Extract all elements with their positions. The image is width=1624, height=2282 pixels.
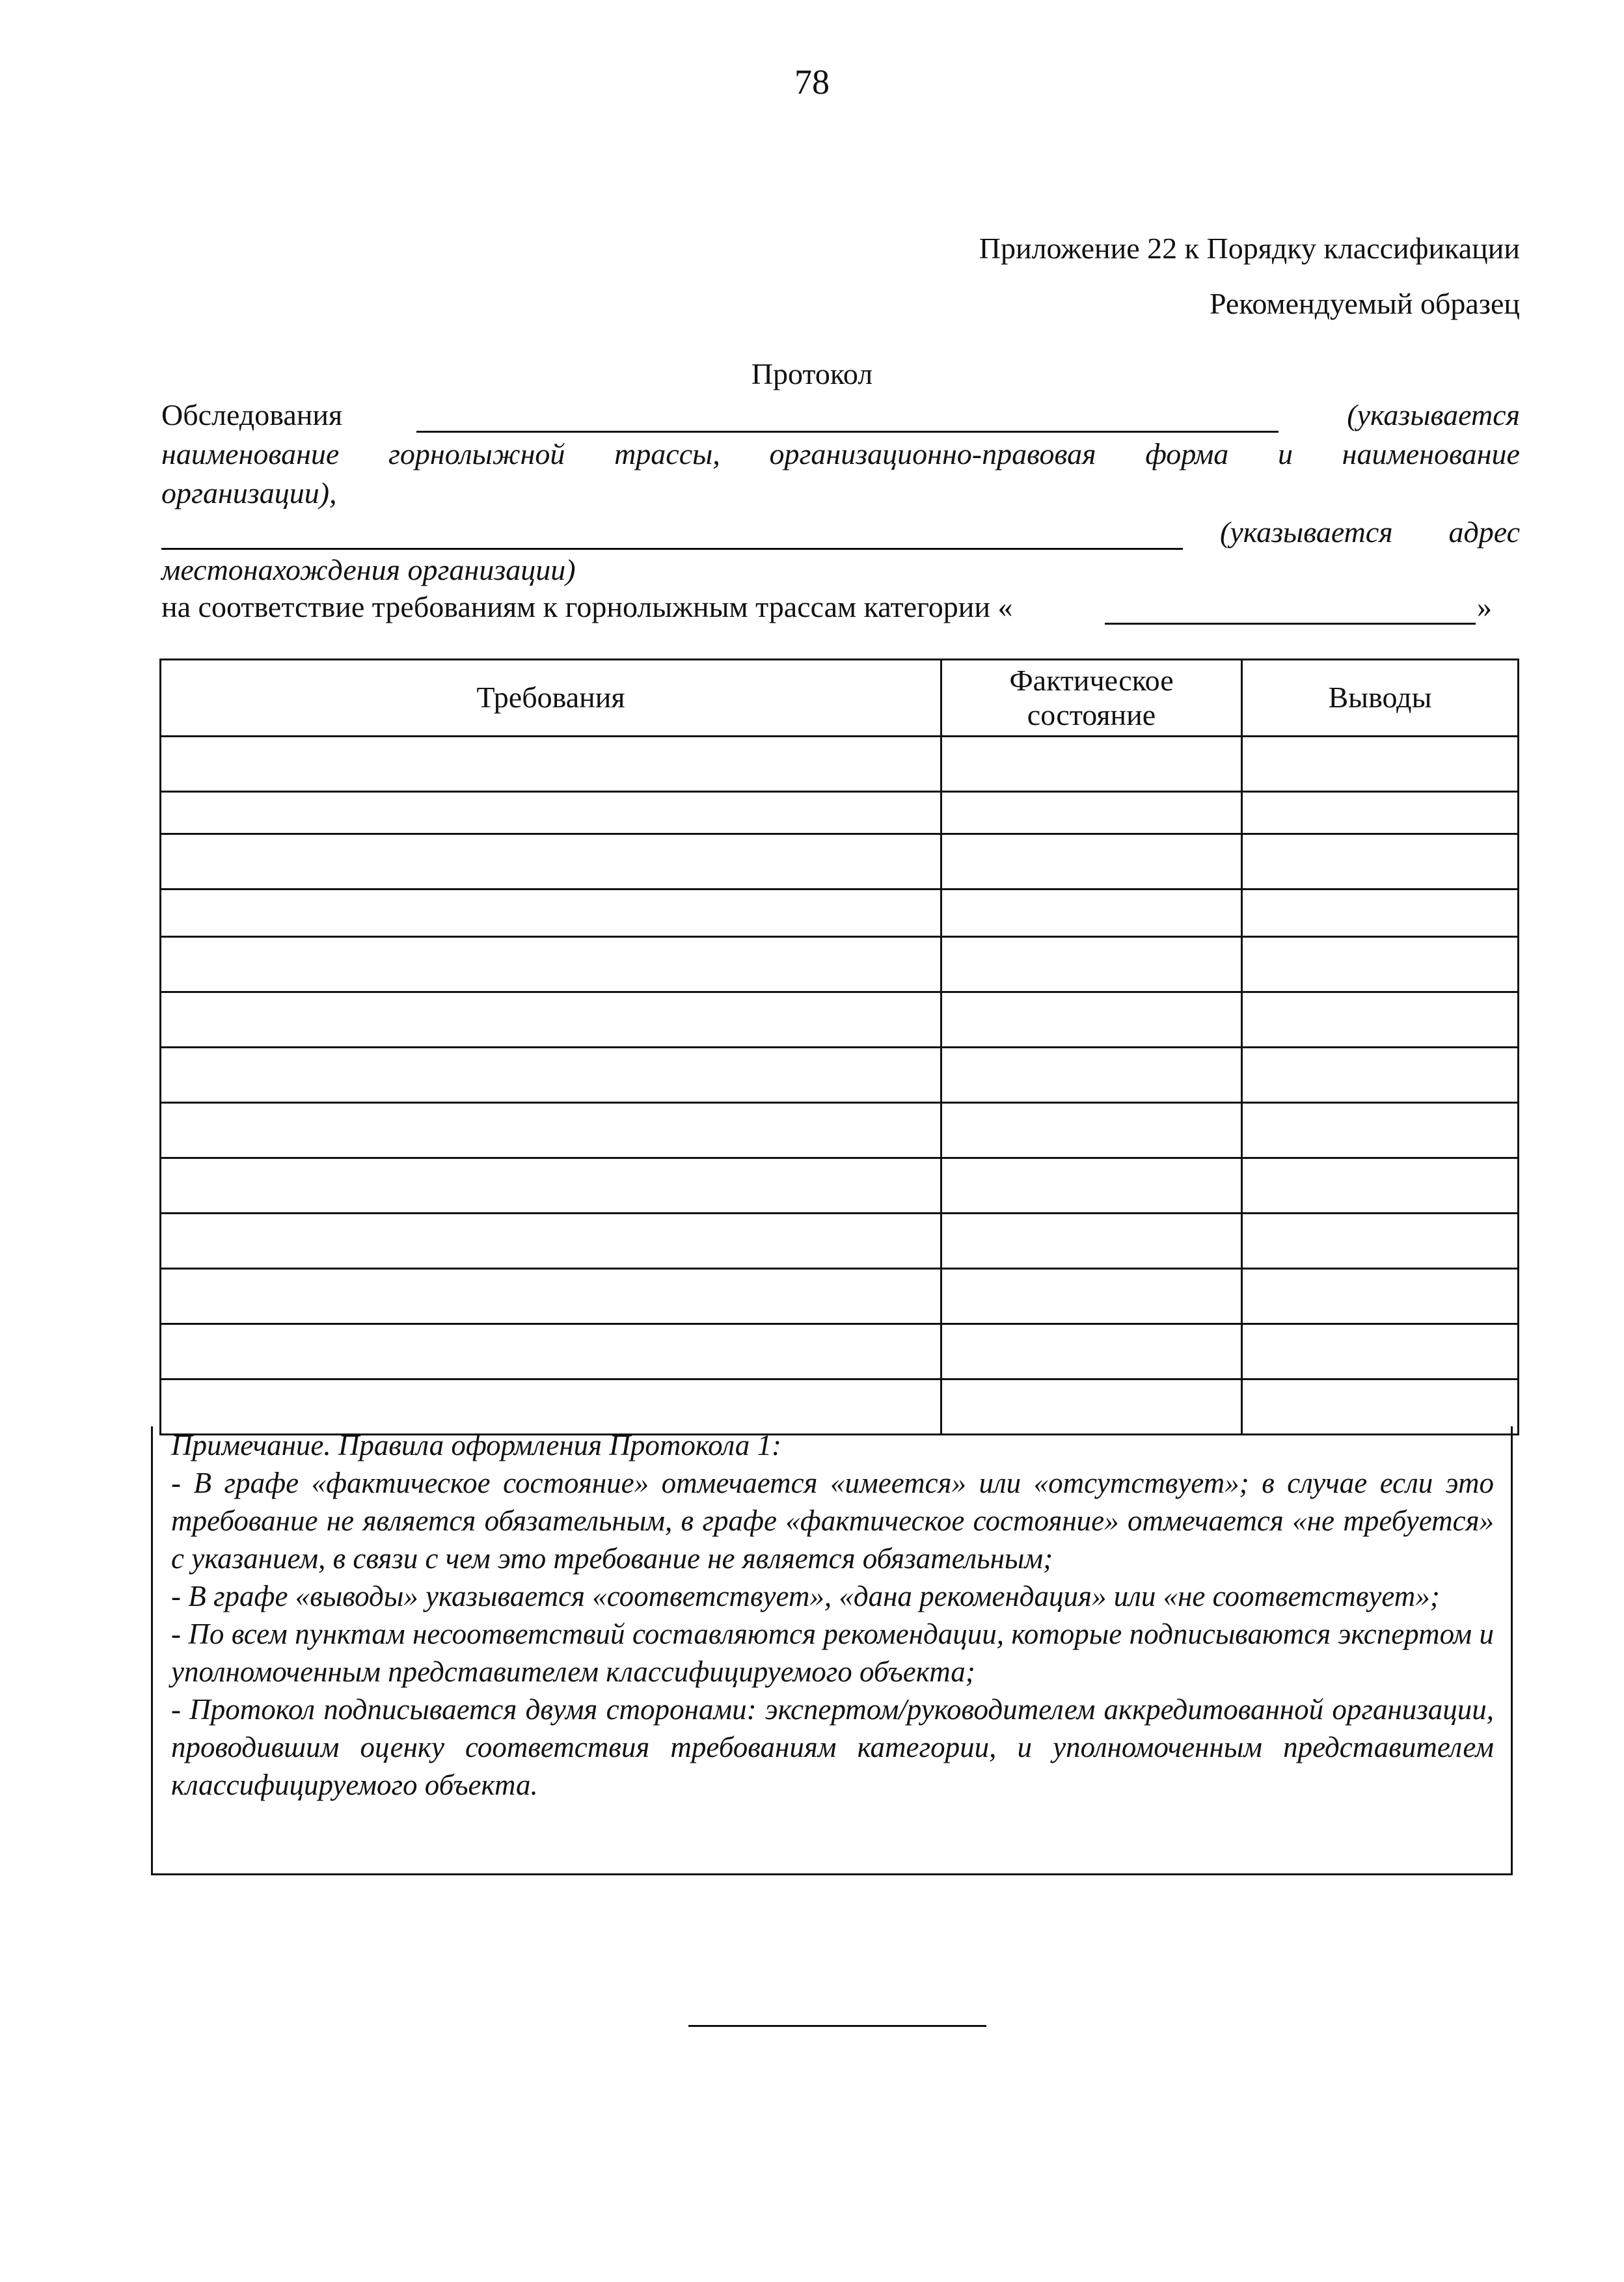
actual-state-cell[interactable] — [941, 1214, 1242, 1269]
table-header-row — [161, 660, 1519, 737]
actual-state-cell[interactable] — [941, 937, 1242, 992]
address-hint-end: местонахождения организации) — [161, 553, 576, 586]
table-row — [161, 992, 1519, 1048]
actual-state-cell[interactable] — [941, 737, 1242, 792]
compliance-close: » — [1477, 590, 1492, 623]
organization-name-field[interactable] — [416, 398, 1279, 433]
document-title: Протокол — [751, 357, 873, 390]
table-row — [161, 1214, 1519, 1269]
conclusion-cell[interactable] — [1242, 1324, 1519, 1379]
table-row — [161, 1048, 1519, 1103]
note-title: Примечание. Правила оформления Протокола 1: — [171, 1429, 781, 1461]
table-row — [161, 1158, 1519, 1214]
table-row — [161, 737, 1519, 792]
category-field[interactable] — [1105, 590, 1476, 625]
conclusion-cell[interactable] — [1242, 992, 1519, 1048]
actual-state-cell[interactable] — [941, 992, 1242, 1048]
survey-label: Обследования — [161, 398, 343, 431]
conclusion-cell[interactable] — [1242, 937, 1519, 992]
header-actual-state: Фактическое состояние — [941, 660, 1242, 737]
actual-state-cell[interactable] — [941, 1324, 1242, 1379]
note-box — [151, 1426, 1513, 1875]
requirement-cell[interactable] — [161, 1103, 941, 1158]
requirements-table — [159, 659, 1519, 1435]
appendix-reference: Приложение 22 к Порядку классификации — [979, 232, 1520, 265]
requirement-cell[interactable] — [161, 792, 941, 834]
actual-state-cell[interactable] — [941, 834, 1242, 890]
note-item: - В графе «фактическое состояние» отмечается «имеется» или «отсутствует»; в случае если это требование не является обязательным, в графе «фактическое состояние» отмечается «не требуется» с указанием, в связи с чем это требование не является обязательным; — [171, 1467, 1494, 1575]
table-row — [161, 834, 1519, 890]
actual-state-cell[interactable] — [941, 1269, 1242, 1324]
note-item: - В графе «выводы» указывается «соответствует», «дана рекомендация» или «не соответствует»; — [171, 1580, 1440, 1612]
conclusion-cell[interactable] — [1242, 834, 1519, 890]
actual-state-cell[interactable] — [941, 890, 1242, 937]
address-field[interactable] — [161, 515, 1183, 550]
address-hint: (указывается адрес — [1220, 515, 1520, 549]
requirement-cell[interactable] — [161, 1158, 941, 1214]
actual-state-cell[interactable] — [941, 1048, 1242, 1103]
table-row — [161, 1269, 1519, 1324]
table-row — [161, 890, 1519, 937]
page-number: 78 — [794, 62, 830, 102]
conclusion-cell[interactable] — [1242, 1048, 1519, 1103]
conclusion-cell[interactable] — [1242, 792, 1519, 834]
requirement-cell[interactable] — [161, 1324, 941, 1379]
compliance-text: на соответствие требованиям к горнолыжным трассам категории « — [161, 590, 1013, 623]
requirement-cell[interactable] — [161, 1048, 941, 1103]
conclusion-cell[interactable] — [1242, 1103, 1519, 1158]
conclusion-cell[interactable] — [1242, 737, 1519, 792]
requirement-cell[interactable] — [161, 992, 941, 1048]
conclusion-cell[interactable] — [1242, 1158, 1519, 1214]
conclusion-cell[interactable] — [1242, 890, 1519, 937]
sample-label: Рекомендуемый образец — [1209, 287, 1520, 320]
note-item: - Протокол подписывается двумя сторонами: экспертом/руководителем аккредитованной организации, проводившим оценку соответствия требованиям категории, и уполномоченным представителем классифицируемого объекта. — [171, 1693, 1494, 1801]
requirement-cell[interactable] — [161, 834, 941, 890]
footer-divider — [688, 2025, 986, 2027]
table-row — [161, 1324, 1519, 1379]
conclusion-cell[interactable] — [1242, 1269, 1519, 1324]
table-row — [161, 937, 1519, 992]
actual-state-cell[interactable] — [941, 1158, 1242, 1214]
table-row — [161, 1103, 1519, 1158]
requirement-cell[interactable] — [161, 890, 941, 937]
conclusion-cell[interactable] — [1242, 1214, 1519, 1269]
actual-state-cell[interactable] — [941, 792, 1242, 834]
table-row — [161, 792, 1519, 834]
header-conclusions: Выводы — [1242, 660, 1519, 737]
header-requirements: Требования — [161, 660, 941, 737]
actual-state-cell[interactable] — [941, 1103, 1242, 1158]
note-item: - По всем пунктам несоответствий составляются рекомендации, которые подписываются экспертом и уполномоченным представителем классифицируемого объекта; — [171, 1618, 1494, 1688]
survey-hint-start: (указывается — [1347, 398, 1520, 431]
requirement-cell[interactable] — [161, 1214, 941, 1269]
requirement-cell[interactable] — [161, 937, 941, 992]
survey-hint-end: организации), — [161, 476, 337, 509]
requirement-cell[interactable] — [161, 737, 941, 792]
survey-hint-line: наименование горнолыжной трассы, организационно-правовая форма и наименование — [161, 437, 1520, 470]
requirement-cell[interactable] — [161, 1269, 941, 1324]
